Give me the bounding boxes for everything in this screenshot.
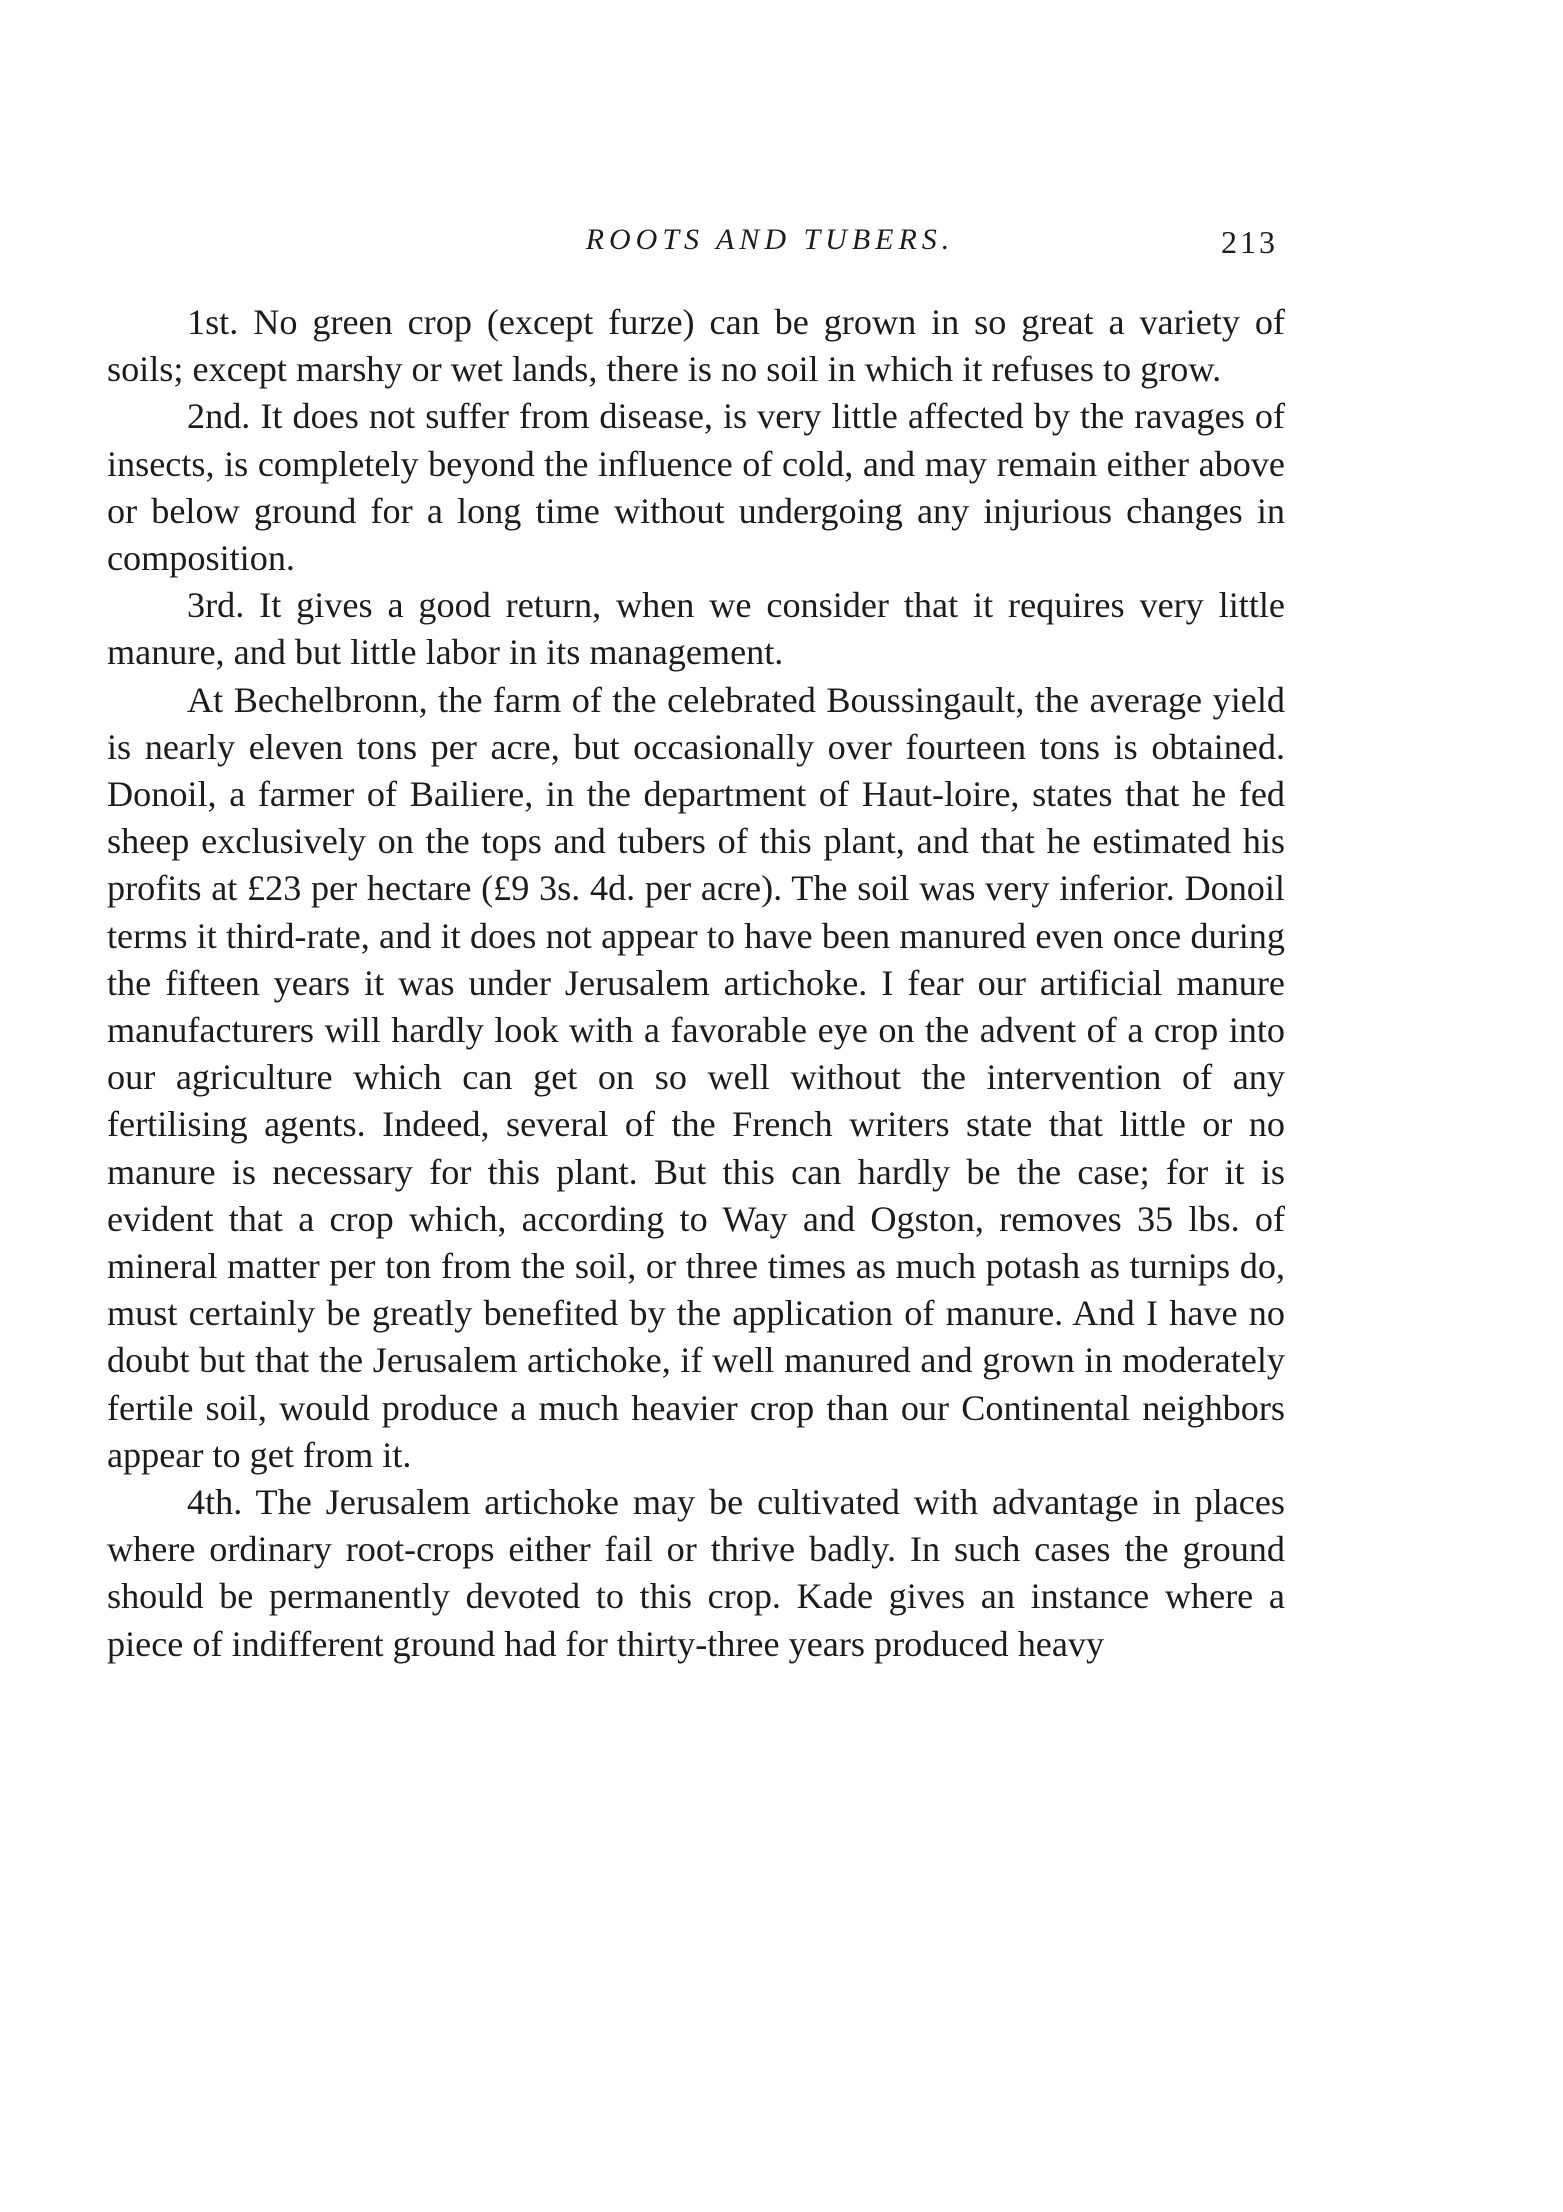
paragraph-fourth-advantage: 4th. The Jerusalem artichoke may be cultivated with advantage in places where ordinary root-crops either fail or thrive badly. In such cases the ground should be permanently devoted to this crop. Kade gives an instance where a piece of indifferent ground had for thirty-three years produced heavy	[107, 1482, 1285, 1664]
running-head	[0, 218, 1563, 262]
paragraph-bechelbronn: At Bechelbronn, the farm of the celebrated Boussingault, the average yield is nearly eleven tons per acre, but occasionally over fourteen tons is obtained. Donoil, a farmer of Bailiere, in the department of Haut-loire, states that he fed sheep exclusively on the tops and tubers of this plant, and that he estimated his profits at £23 per hectare (£9 3s. 4d. per acre). The soil was very inferior. Donoil terms it third-rate, and it does not appear to have been manured even once during the fifteen years it was under Jerusalem artichoke. I fear our artificial manure manufacturers will hardly look with a favorable eye on the advent of a crop into our agriculture which can get on so well without the intervention of any fertilising agents. Indeed, several of the French writers state that little or no manure is necessary for this plant. But this can hardly be the case; for it is evident that a crop which, according to Way and Ogston, removes 35 lbs. of mineral matter per ton from the soil, or three times as much potash as turnips do, must certainly be greatly benefited by the application of manure. And I have no doubt but that the Jerusalem artichoke, if well manured and grown in moderately fertile soil, would produce a much heavier crop than our Continental neighbors appear to get from it.	[107, 679, 1285, 1475]
paragraph-first-advantage: 1st. No green crop (except furze) can be grown in so great a variety of soils; except marshy or wet lands, there is no soil in which it refuses to grow.	[107, 302, 1285, 390]
body-text	[107, 299, 1285, 1668]
paragraph-second-advantage: 2nd. It does not suffer from disease, is very little affected by the ravages of insects, is completely beyond the influence of cold, and may remain either above or below ground for a long time without undergoing any injurious changes in composition.	[107, 396, 1285, 579]
paragraph-third-advantage: 3rd. It gives a good return, when we consider that it requires very little manure, and but little labor in its management.	[107, 585, 1285, 673]
running-title: ROOTS AND TUBERS.	[585, 223, 955, 256]
page-number: 213	[1221, 224, 1278, 260]
